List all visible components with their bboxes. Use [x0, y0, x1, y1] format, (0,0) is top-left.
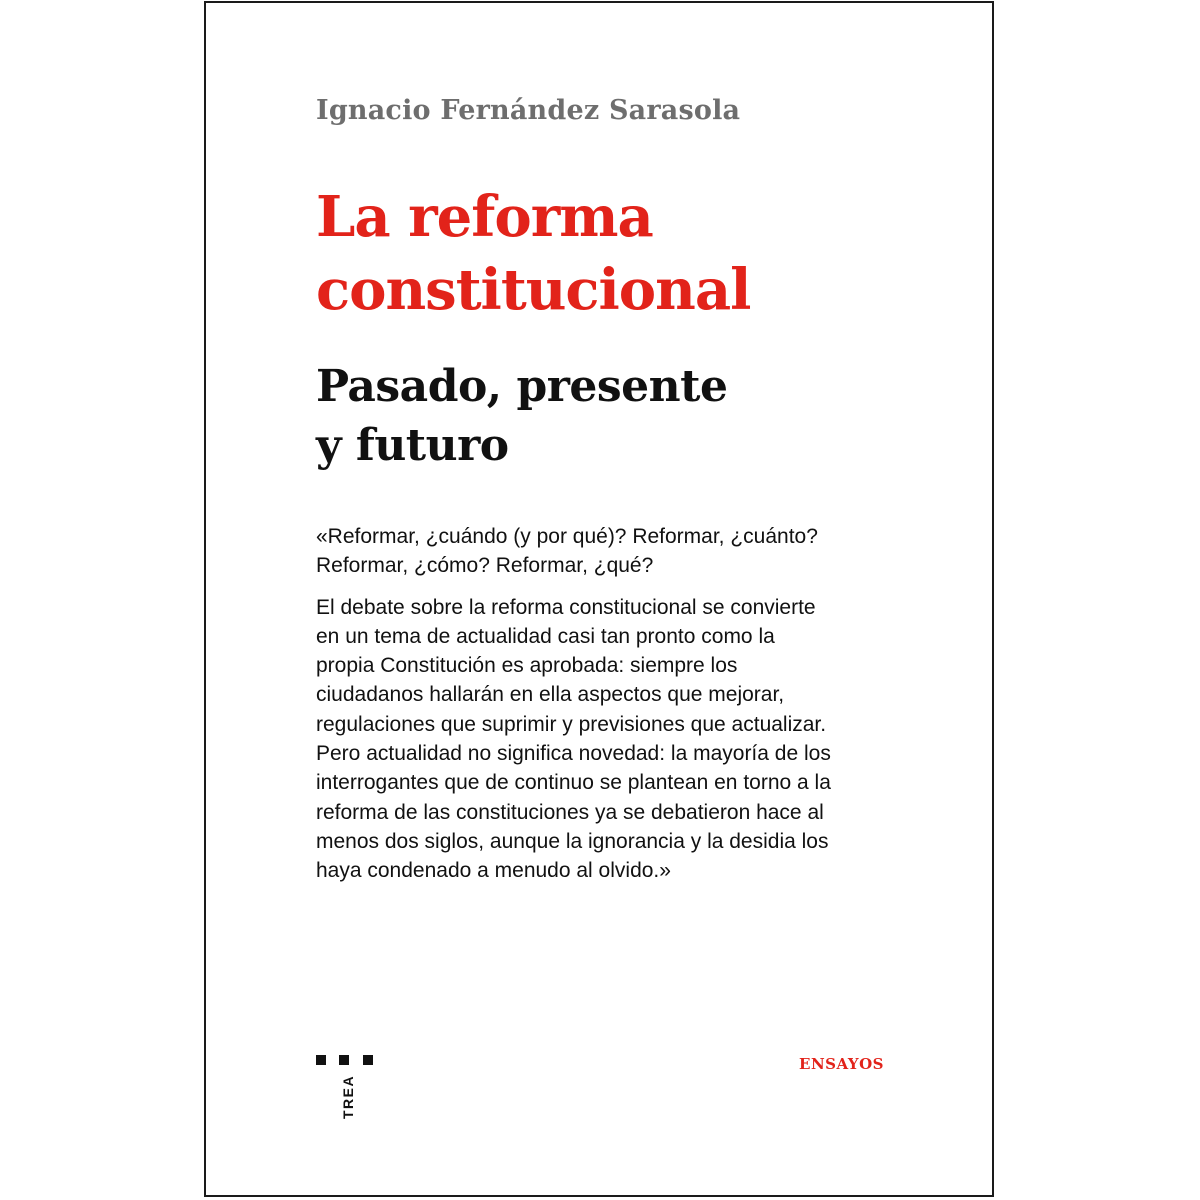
- blurb-body-line: Pero actualidad no significa novedad: la mayoría de los: [316, 742, 831, 766]
- book-title: [316, 181, 750, 327]
- blurb-body-line: El debate sobre la reforma constitucional se convierte: [316, 595, 816, 619]
- logo-square-left: [316, 1055, 326, 1065]
- book-title-line: constitucional: [316, 256, 751, 323]
- blurb-body-line: menos dos siglos, aunque la ignorancia y la desidia los: [316, 829, 829, 853]
- blurb-quote-line: Reformar, ¿cómo? Reformar, ¿qué?: [316, 554, 654, 578]
- series-label: ENSAYOS: [799, 1055, 884, 1073]
- blurb-body-line: haya condenado a menudo al olvido.»: [316, 859, 671, 883]
- logo-square-center: [339, 1055, 349, 1065]
- blurb-body-line: en un tema de actualidad casi tan pronto como la: [316, 624, 775, 648]
- author-name: Ignacio Fernández Sarasola: [316, 95, 741, 126]
- blurb-body-line: regulaciones que suprimir y previsiones que actualizar.: [316, 712, 827, 736]
- paragraph-gap: [316, 581, 896, 593]
- book-title-line: La reforma: [316, 184, 653, 250]
- trea-logo-icon: [316, 1055, 376, 1119]
- blurb-quote-line: «Reformar, ¿cuándo (y por qué)? Reformar, ¿cuánto?: [316, 525, 818, 548]
- blurb-body-line: ciudadanos hallarán en ella aspectos que mejorar,: [316, 683, 785, 707]
- book-subtitle-line: Pasado, presente: [316, 361, 728, 412]
- blurb-body-line: propia Constitución es aprobada: siempre los: [316, 654, 738, 678]
- blurb-body-line: reforma de las constituciones ya se debatieron hace al: [316, 800, 824, 824]
- book-cover: [204, 1, 994, 1197]
- logo-square-right: [363, 1055, 373, 1065]
- blurb-body-line: interrogantes que de continuo se plantean en torno a la: [316, 771, 831, 795]
- cover-blurb: [316, 522, 896, 886]
- logo-text: TREA: [340, 1074, 356, 1119]
- book-subtitle: [316, 358, 727, 476]
- book-subtitle-line: y futuro: [316, 419, 509, 471]
